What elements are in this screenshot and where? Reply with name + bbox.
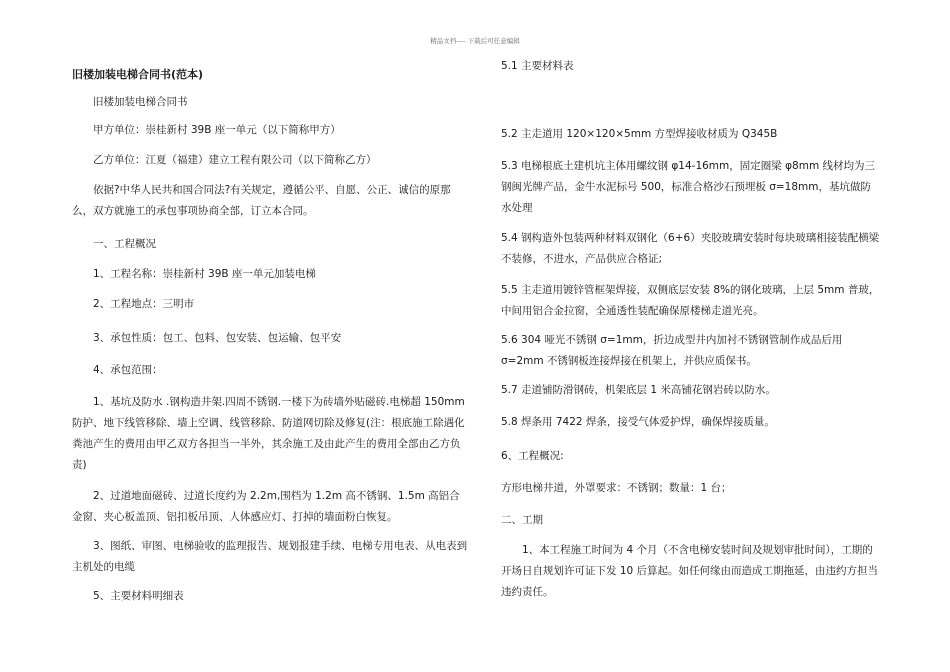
paragraph: 5.8 焊条用 7422 焊条，接受气体爱护焊，确保焊接质量。 (501, 416, 775, 428)
paragraph: 5.5 主走道用镀锌管框架焊接，双侧底层安装 8%的钢化玻璃，上层 5mm 普玻，中间用铝合金拉窗，全通透性装配确保原楼梯走道光亮。 (501, 284, 880, 317)
paragraph: 5.1 主要材料表 (501, 60, 574, 72)
paragraph: 3、承包性质：包工、包料、包安装、包运输、包平安 (93, 332, 342, 344)
paragraph: 2、工程地点：三明市 (93, 298, 195, 310)
paragraph: 依据?中华人民共和国合同法?有关规定，遵循公平、自愿、公正、诚信的原那么，双方就施工的承包事项协商全部，订立本合同。 (72, 184, 451, 217)
paragraph: 1、基坑及防水 .钢构造井架.四周不锈钢.一楼下为砖墙外贴磁砖.电梯超 150mm 防护、地下线管移除、墙上空调、线管移除、防道网切除及修复(注：根底施工除遇化粪池产生的费用由甲乙双方各担当一半外，其余施工及由此产生的费用全部由乙方负责) (72, 396, 465, 471)
paragraph: 5.4 钢构造外包装两种材料双钢化（6+6）夹胶玻璃安装时每块玻璃相接装配横梁不装修，不进水，产品供应合格证; (501, 232, 880, 265)
paragraph: 乙方单位：江夏（福建）建立工程有限公司（以下简称乙方） (93, 154, 377, 166)
paragraph: 5.7 走道铺防滑钢砖，机架底层 1 米高铺花钢岩砖以防水。 (501, 384, 776, 396)
paragraph: 1、本工程施工时间为 4 个月（不含电梯安装时间及规划审批时间），工期的开场日自规划许可证下发 10 后算起。如任何缘由而造成工期拖延，由违约方担当违约责任。 (501, 544, 879, 598)
paragraph: 5.6 304 哑光不锈钢 σ=1mm，折边成型井内加衬不锈钢管制作成品后用 σ=2mm 不锈钢板连接焊接在机架上，并供应质保书。 (501, 334, 843, 367)
paragraph: 5.3 电梯根底土建机坑主体用螺纹钢 φ14-16mm，固定圈梁 φ8mm 线材均为三钢闽光牌产品，金牛水泥标号 500，标准合格沙石预埋板 σ=18mm，基坑做防水处理 (501, 160, 876, 214)
paragraph: 旧楼加装电梯合同书 (93, 96, 188, 108)
page-header: 精品文档---- 下载后可任意编辑 (430, 37, 520, 45)
paragraph: 5、主要材料明细表 (93, 590, 184, 602)
document-title: 旧楼加装电梯合同书(范本) (72, 68, 204, 81)
paragraph: 1、工程名称：崇桂新村 39B 座一单元加装电梯 (93, 268, 316, 280)
paragraph: 3、图纸、审图、电梯验收的监理报告、规划报建手续、电梯专用电表、从电表到主机处的电缆 (72, 540, 468, 573)
paragraph: 5.2 主走道用 120×120×5mm 方型焊接收材质为 Q345B (501, 128, 778, 140)
section-heading: 二、工期 (501, 514, 543, 526)
paragraph: 4、承包范围： (93, 364, 163, 376)
paragraph: 方形电梯井道，外罩要求：不锈钢；数量：1 台； (501, 482, 732, 494)
paragraph: 2、过道地面磁砖、过道长度约为 2.2m,围档为 1.2m 高不锈钢、1.5m 高铝合金窗、夹心板盖顶、铝扣板吊顶、人体感应灯、打掉的墙面粉白恢复。 (72, 490, 460, 523)
section-heading: 6、工程概况: (501, 450, 564, 462)
section-heading: 一、工程概况 (93, 238, 156, 250)
paragraph: 甲方单位：崇桂新村 39B 座一单元（以下简称甲方） (93, 124, 341, 136)
